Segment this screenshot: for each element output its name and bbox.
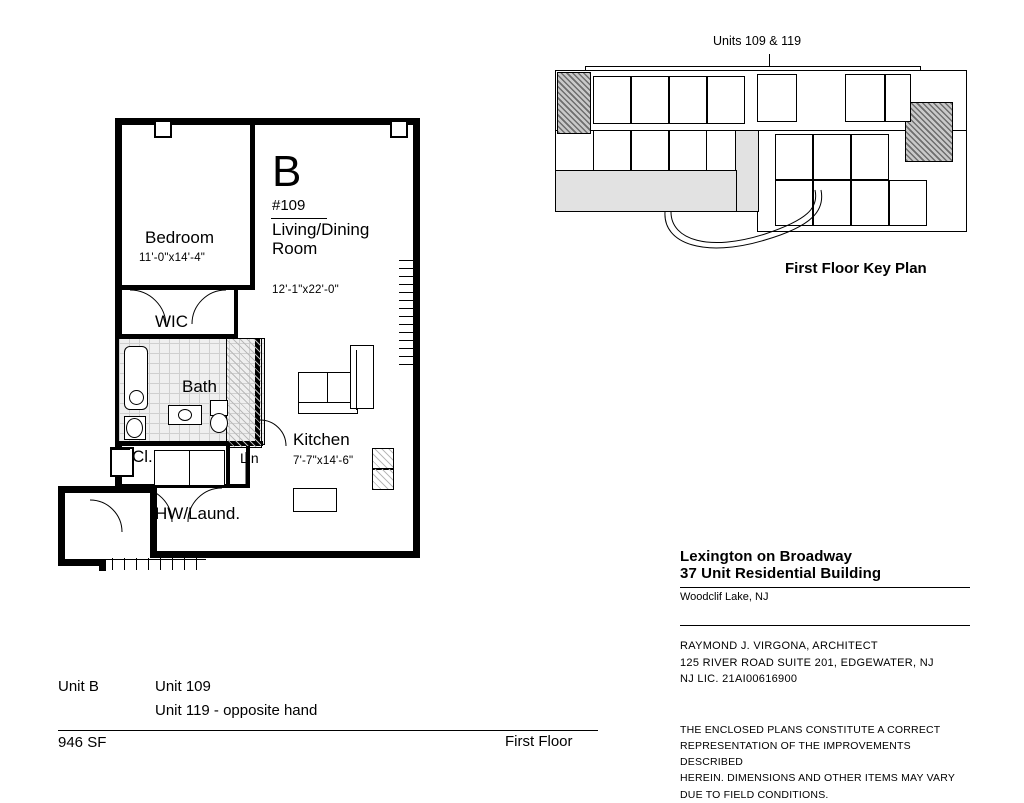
unit-label: Unit B [58,678,99,695]
project-rule-1 [680,587,970,588]
label-living-dining-dims: 12'-1"x22'-0" [272,284,339,296]
title-block-rule [58,730,598,731]
door-swings [50,100,450,600]
unit-number-underline [271,218,327,219]
label-bedroom-dims: 11'-0"x14'-4" [139,252,206,264]
first-floor-key-plan [545,30,985,300]
project-title-block [680,548,970,803]
disclaimer-line-1: THE ENCLOSED PLANS CONSTITUTE A CORRECT [680,723,941,736]
unit-number-label: Unit 109 [155,678,211,695]
unit-floor-plan [50,100,450,600]
floor-label: First Floor [505,733,573,750]
unit-opposite-hand-label: Unit 119 - opposite hand [155,702,318,719]
architect-line-2: 125 RIVER ROAD SUITE 201, EDGEWATER, NJ [680,656,934,669]
label-unit-letter: B [272,147,302,196]
project-rule-2 [680,625,970,626]
key-plan-title: First Floor Key Plan [785,260,927,277]
label-closet: Cl. [132,447,153,466]
label-linen: Lin [240,450,259,466]
architect-line-1: RAYMOND J. VIRGONA, ARCHITECT [680,640,878,652]
key-plan-callout-label: Units 109 & 119 [713,34,802,48]
label-wic: WIC [155,312,189,331]
project-city: Woodclif Lake, NJ [680,591,769,603]
label-kitchen-dims: 7'-7"x14'-6" [293,455,354,467]
label-kitchen: Kitchen [293,430,350,449]
label-unit-number: #109 [272,197,306,214]
label-living-dining-2: Room [272,239,318,258]
label-hw-laundry: HW/Laund. [155,504,241,523]
label-bath: Bath [182,377,217,396]
project-subtitle: 37 Unit Residential Building [680,565,882,582]
disclaimer-line-3: HEREIN. DIMENSIONS AND OTHER ITEMS MAY VARY [680,772,956,785]
label-living-dining: Living/Dining [272,220,370,239]
disclaimer-line-2: REPRESENTATION OF THE IMPROVEMENTS DESCRIBED [680,739,911,769]
project-name: Lexington on Broadway [680,548,853,565]
label-bedroom: Bedroom [145,228,214,247]
unit-area-label: 946 SF [58,734,107,751]
disclaimer-line-4: DUE TO FIELD CONDITIONS. [680,788,829,801]
architect-line-3: NJ LIC. 21AI00616900 [680,673,798,685]
